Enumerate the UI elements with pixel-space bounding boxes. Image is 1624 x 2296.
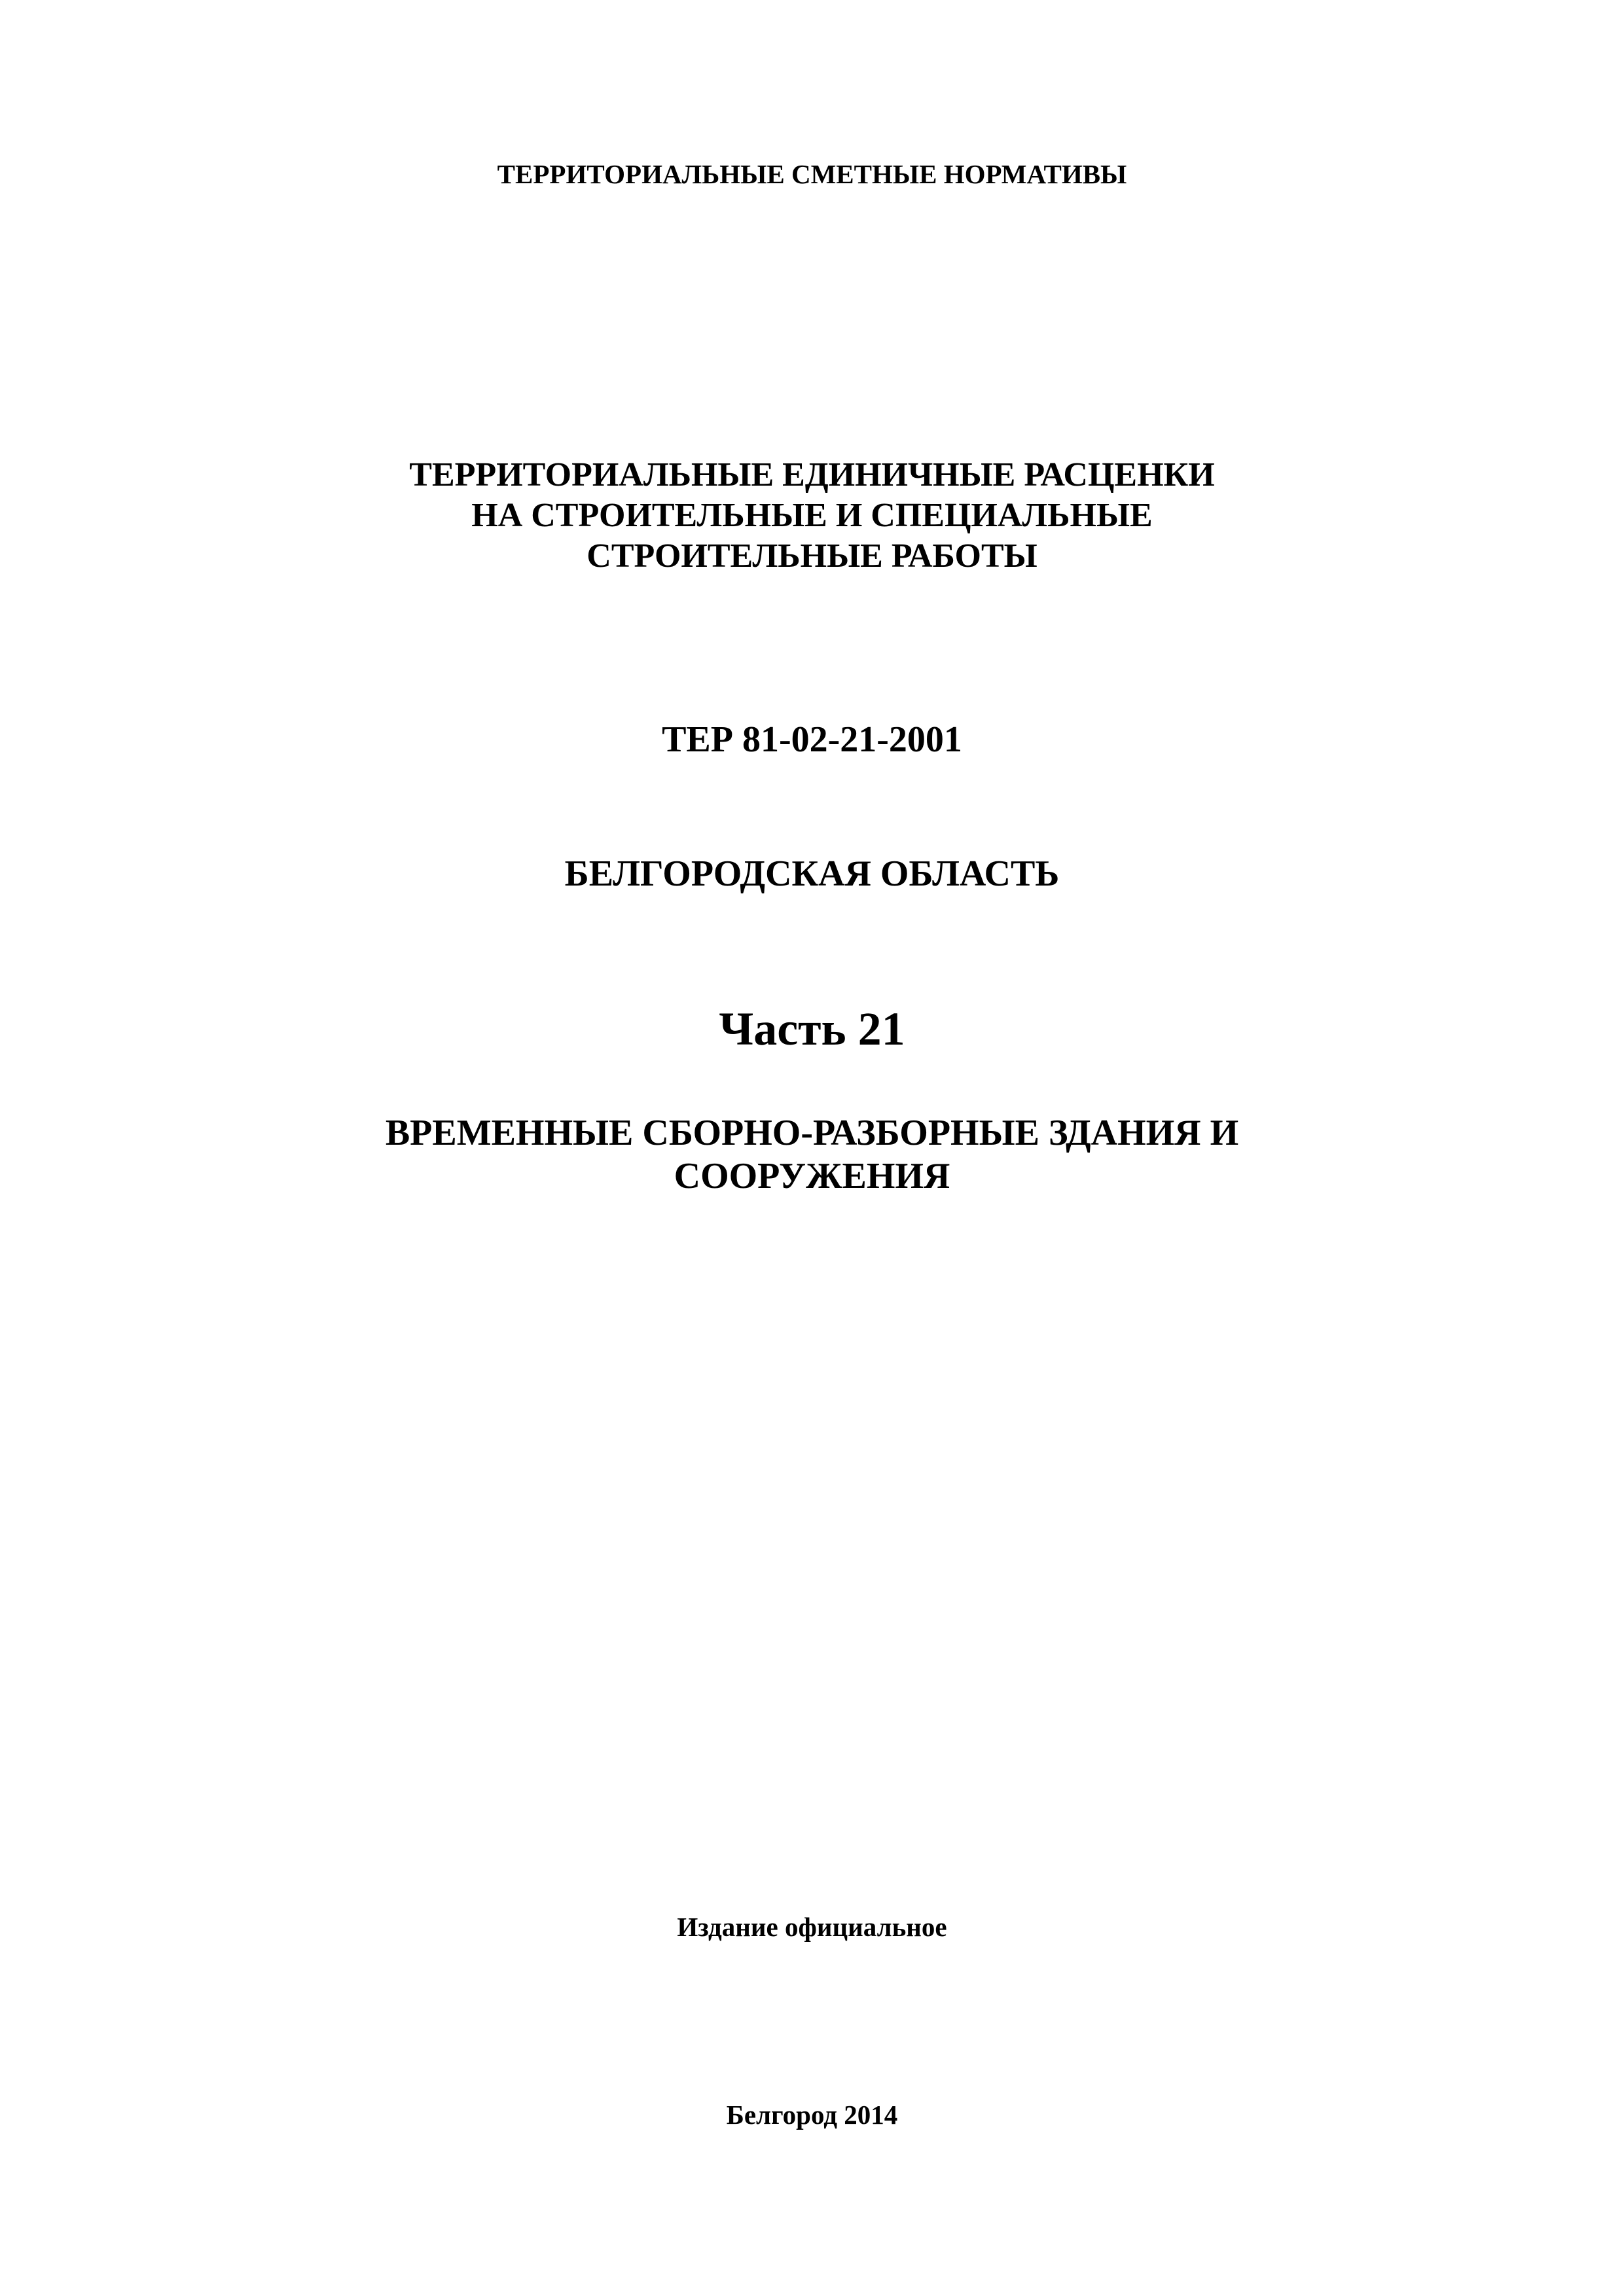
region-name: БЕЛГОРОДСКАЯ ОБЛАСТЬ: [564, 853, 1060, 894]
document-title-line: ТЕРРИТОРИАЛЬНЫЕ ЕДИНИЧНЫЕ РАСЦЕНКИ: [409, 456, 1215, 493]
imprint: Белгород 2014: [726, 2100, 898, 2130]
part-title-line: ВРЕМЕННЫЕ СБОРНО-РАЗБОРНЫЕ ЗДАНИЯ И: [385, 1113, 1239, 1153]
document-title-line: НА СТРОИТЕЛЬНЫЕ И СПЕЦИАЛЬНЫЕ: [471, 497, 1153, 534]
document-title-line: СТРОИТЕЛЬНЫЕ РАБОТЫ: [586, 537, 1038, 575]
document-code: ТЕР 81-02-21-2001: [662, 719, 962, 760]
part-number: Часть 21: [719, 1003, 905, 1055]
part-title-line: СООРУЖЕНИЯ: [674, 1156, 950, 1196]
edition-note: Издание официальное: [677, 1912, 947, 1942]
series-header: ТЕРРИТОРИАЛЬНЫЕ СМЕТНЫЕ НОРМАТИВЫ: [497, 159, 1127, 189]
part-title: [0, 1111, 1624, 1198]
document-title: [0, 455, 1624, 577]
